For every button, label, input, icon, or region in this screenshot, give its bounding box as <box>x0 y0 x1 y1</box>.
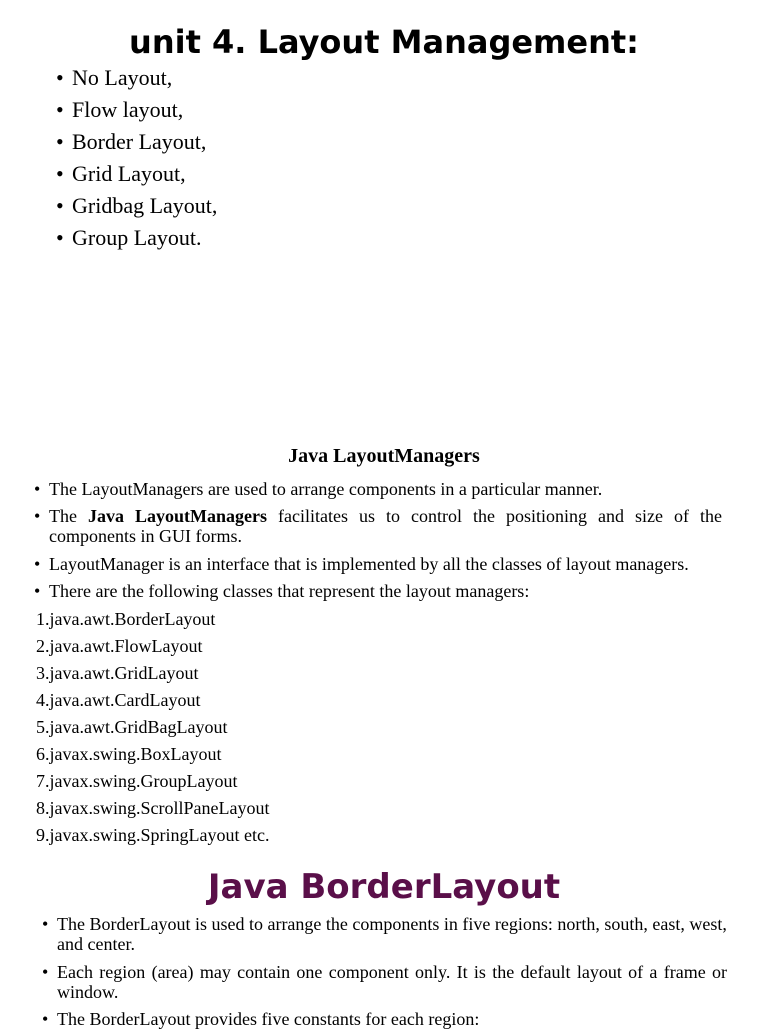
list-item: • Flow layout, <box>56 97 184 122</box>
layout-class-list <box>36 606 269 849</box>
list-item: 3.java.awt.GridLayout <box>36 663 199 683</box>
list-item: • Group Layout. <box>56 225 202 250</box>
bullet-point: • LayoutManager is an interface that is implemented by all the classes of layout managers. <box>34 554 689 574</box>
list-item: • Border Layout, <box>56 129 207 154</box>
list-item: 8.javax.swing.ScrollPaneLayout <box>36 798 270 818</box>
list-item: 5.java.awt.GridBagLayout <box>36 717 228 737</box>
slide-title: unit 4. Layout Management: <box>129 23 639 61</box>
layout-topic-list <box>56 62 217 254</box>
list-item: 9.javax.swing.SpringLayout etc. <box>36 825 270 845</box>
list-item: 6.javax.swing.BoxLayout <box>36 744 222 764</box>
list-item: 7.javax.swing.GroupLayout <box>36 771 238 791</box>
bullet-point: • The BorderLayout provides five constants for each region: <box>42 1009 480 1029</box>
section-heading-layoutmanagers: Java LayoutManagers <box>288 445 480 467</box>
list-item: • Gridbag Layout, <box>56 193 218 218</box>
list-item: • No Layout, <box>56 65 173 90</box>
bullet-point: • The LayoutManagers are used to arrange components in a particular manner. <box>34 479 603 499</box>
bullet-point: • The BorderLayout is used to arrange the components in five regions: north, south, east, west, and center. <box>42 914 727 954</box>
list-item: 1.java.awt.BorderLayout <box>36 609 216 629</box>
list-item: 2.java.awt.FlowLayout <box>36 636 203 656</box>
bullet-point: • The Java LayoutManagers facilitates us to control the positioning and size of the components in GUI forms. <box>34 506 723 546</box>
list-item: 4.java.awt.CardLayout <box>36 690 201 710</box>
emphasis-text: Java LayoutManagers <box>88 506 268 526</box>
section-heading-borderlayout: Java BorderLayout <box>207 867 561 907</box>
list-item: • Grid Layout, <box>56 161 186 186</box>
bullet-point: • Each region (area) may contain one component only. It is the default layout of a frame or window. <box>42 962 727 1002</box>
bullet-point: • There are the following classes that represent the layout managers: <box>34 581 530 601</box>
